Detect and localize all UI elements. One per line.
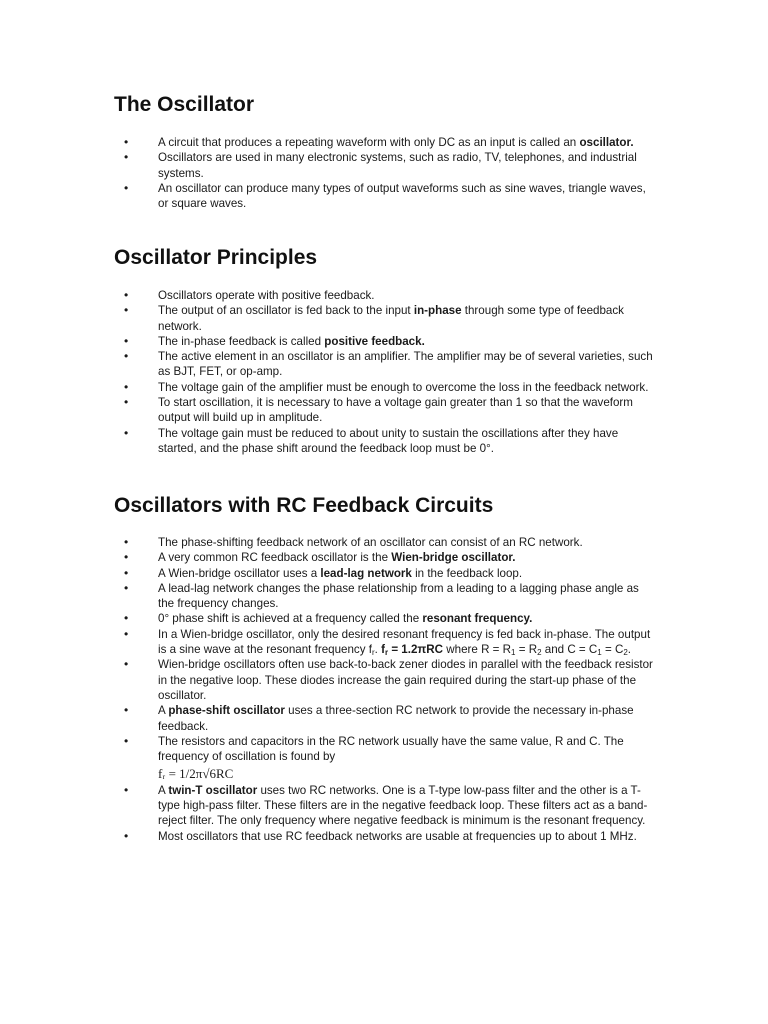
bullet-text: Oscillators are used in many electronic systems, such as radio, TV, telephones, and industrial systems. bbox=[158, 151, 637, 180]
bold-term: twin-T oscillator bbox=[168, 783, 258, 797]
bullet-text: In a Wien-bridge oscillator, only the desired resonant frequency is fed back in-phase. The output is a sine wave at the resonant frequency f bbox=[158, 627, 651, 657]
bold-term: f bbox=[381, 643, 385, 657]
bullet-text: in the feedback loop. bbox=[411, 566, 523, 580]
bullet-text: Most oscillators that use RC feedback networks are usable at frequencies up to about 1 MHz. bbox=[158, 829, 637, 843]
bullet-item bbox=[122, 734, 658, 783]
bullet-text: To start oscillation, it is necessary to have a voltage gain greater than 1 so that the waveform output will build up in amplitude. bbox=[158, 396, 633, 425]
bullet-item bbox=[122, 611, 658, 626]
list-oscillator-principles bbox=[122, 288, 658, 456]
bold-term: resonant frequency. bbox=[422, 612, 533, 626]
bullet-text: The phase-shifting feedback network of an oscillator can consist of an RC network. bbox=[158, 536, 583, 549]
bullet-item bbox=[122, 303, 658, 334]
bullet-item bbox=[122, 181, 658, 212]
bullet-text: = C bbox=[601, 643, 624, 657]
bullet-item bbox=[122, 566, 658, 581]
bullet-item bbox=[122, 550, 658, 565]
bullet-text: The active element in an oscillator is an amplifier. The amplifier may be of several varieties, such as BJT, FET, or op-amp. bbox=[158, 350, 653, 379]
bullet-item bbox=[122, 288, 658, 303]
bold-term: oscillator. bbox=[579, 136, 634, 149]
bullet-text: A bbox=[158, 704, 169, 718]
bullet-text: The resistors and capacitors in the RC network usually have the same value, R and C. The frequency of oscillation is found by bbox=[158, 734, 624, 764]
bullet-text: and C = C bbox=[541, 643, 598, 657]
bullet-text: The voltage gain of the amplifier must be enough to overcome the loss in the feedback network. bbox=[158, 380, 649, 394]
bullet-item bbox=[122, 150, 658, 181]
bullet-item bbox=[122, 657, 658, 703]
subscript: r bbox=[384, 648, 389, 658]
bullet-text: The voltage gain must be reduced to about unity to sustain the oscillations after they have started, and the phase shift around the feedback loop must be 0°. bbox=[158, 426, 619, 455]
subscript: 1 bbox=[511, 648, 516, 658]
subscript: 1 bbox=[597, 648, 602, 658]
subscript: r bbox=[371, 648, 375, 658]
bold-term: = 1.2πRC bbox=[388, 643, 444, 657]
bullet-item bbox=[122, 627, 658, 658]
bullet-item bbox=[122, 334, 658, 349]
bullet-item bbox=[122, 395, 658, 426]
bullet-item bbox=[122, 135, 658, 150]
bullet-item bbox=[122, 703, 658, 734]
bullet-item bbox=[122, 783, 658, 829]
bold-term: positive feedback. bbox=[324, 334, 425, 348]
bullet-item bbox=[122, 829, 658, 844]
frequency-formula: fᵣ = 1/2π√6RC bbox=[158, 766, 234, 782]
list-rc-feedback-circuits bbox=[122, 535, 658, 844]
bold-term: phase-shift oscillator bbox=[168, 704, 285, 718]
bold-term: lead-lag network bbox=[320, 566, 412, 580]
bullet-text: through some type of feedback network. bbox=[158, 304, 624, 333]
bullet-text: Oscillators operate with positive feedback. bbox=[158, 289, 375, 302]
list-the-oscillator bbox=[122, 135, 658, 211]
bold-term: Wien-bridge oscillator. bbox=[391, 551, 516, 565]
heading-oscillator-principles: Oscillator Principles bbox=[114, 246, 318, 269]
bullet-item bbox=[122, 581, 658, 612]
heading-the-oscillator: The Oscillator bbox=[114, 93, 255, 116]
bullet-item bbox=[122, 535, 658, 550]
bullet-text: uses two RC networks. One is a T-type low-pass filter and the other is a T-type high-pass filter. These filters are in the negative feedback loop. These filters act as a band-reject filter. The only frequency where negative feedback is minimum is the resonant frequency. bbox=[158, 783, 648, 828]
bullet-text: . bbox=[374, 643, 382, 657]
bullet-text: A circuit that produces a repeating waveform with only DC as an input is called an bbox=[158, 136, 580, 149]
bullet-text: The output of an oscillator is fed back to the input bbox=[158, 304, 414, 318]
bullet-text: where R = R bbox=[443, 643, 512, 657]
bullet-text: A very common RC feedback oscillator is the bbox=[158, 551, 392, 565]
bullet-text: . bbox=[627, 643, 632, 657]
bullet-item bbox=[122, 349, 658, 380]
bold-term: in-phase bbox=[413, 304, 462, 318]
subscript: 2 bbox=[537, 648, 542, 658]
bullet-text: Wien-bridge oscillators often use back-to-back zener diodes in parallel with the feedback resistor in the negative loop. These diodes increase the gain required during the start-up phase of the oscillator. bbox=[158, 658, 653, 702]
heading-rc-feedback-circuits: Oscillators with RC Feedback Circuits bbox=[114, 494, 494, 517]
bullet-text: uses a three-section RC network to provide the necessary in-phase feedback. bbox=[158, 704, 634, 733]
bullet-text: = R bbox=[515, 643, 538, 657]
bullet-item bbox=[122, 380, 658, 395]
bullet-text: A bbox=[158, 783, 169, 797]
bullet-text: An oscillator can produce many types of output waveforms such as sine waves, triangle waves, or square waves. bbox=[158, 181, 646, 211]
bullet-text: A lead-lag network changes the phase relationship from a leading to a lagging phase angle as the frequency changes. bbox=[158, 581, 639, 611]
subscript: 2 bbox=[623, 648, 628, 658]
bullet-text: The in-phase feedback is called bbox=[158, 334, 325, 348]
bullet-item bbox=[122, 426, 658, 457]
bullet-text: 0° phase shift is achieved at a frequency called the bbox=[158, 612, 423, 626]
bullet-text: A Wien-bridge oscillator uses a bbox=[158, 566, 321, 580]
